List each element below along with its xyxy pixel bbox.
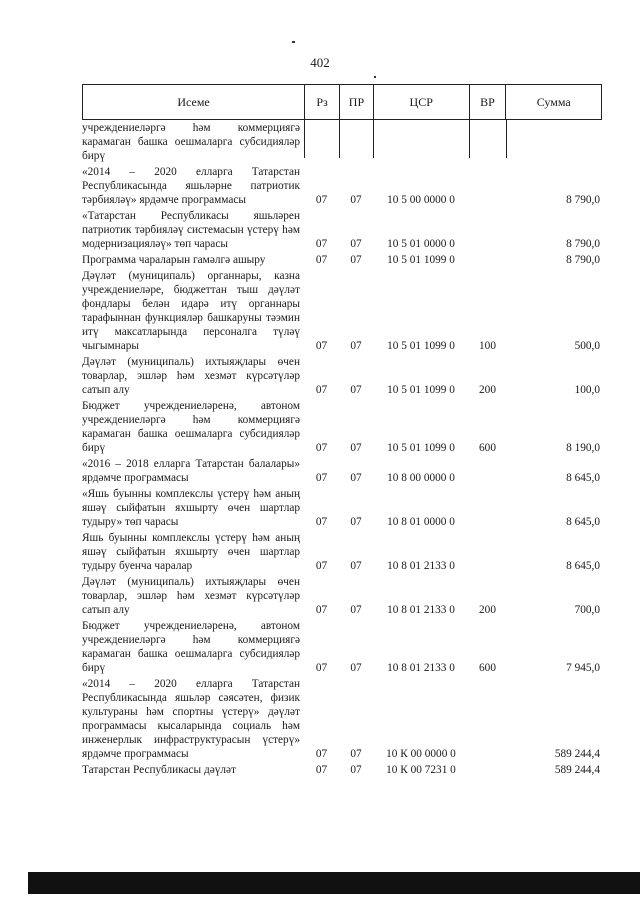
table-row [82, 253, 602, 267]
cell-rz: 07 [315, 764, 328, 776]
budget-table [82, 84, 602, 777]
table-row [82, 487, 602, 529]
table-row [82, 677, 602, 761]
cell-pr: 07 [350, 472, 362, 484]
cell-csr: 10 5 01 1099 0 [387, 442, 455, 454]
page-number: 402 [310, 55, 330, 70]
scan-speck [374, 76, 376, 78]
table-row [82, 355, 602, 397]
cell-sum: 8 790,0 [566, 238, 600, 250]
cell-csr: 10 К 00 0000 0 [386, 748, 456, 760]
table-row [82, 120, 602, 163]
cell-rz: 07 [315, 604, 328, 616]
column-divider [339, 120, 340, 158]
cell-name: «Татарстан Республикасы яшьләрен патриотик тәрбияләү системасын үстерү һәм модернизацияләү» төп чарасы [82, 210, 300, 250]
cell-sum: 500,0 [574, 340, 600, 352]
table-row [82, 399, 602, 455]
cell-rz: 07 [315, 472, 328, 484]
cell-rz: 07 [315, 384, 328, 396]
header-rz: Рз [304, 85, 339, 119]
cell-rz: 07 [315, 662, 328, 674]
table-header [82, 84, 602, 120]
cell-pr: 07 [350, 442, 362, 454]
column-divider [469, 120, 470, 158]
cell-pr: 07 [350, 254, 362, 266]
cell-csr: 10 5 01 1099 0 [387, 340, 455, 352]
cell-name: Дәүләт (муниципаль) ихтыяҗлары өчен товарлар, эшләр һәм хезмәт күрсәтүләр сатып алу [82, 576, 300, 616]
cell-name: Дәүләт (муниципаль) органнары, казна учреждениеләре, бюджеттан тыш дәүләт фондлары белән идарә итү органнары тарафыннан функцияләр башкаруны тәэмин итү максатларында персоналга түләү чыгымнары [82, 270, 300, 352]
header-pr: ПР [339, 85, 373, 119]
cell-name: Бюджет учреждениеләренә, автоном учреждениеләргә һәм коммерциягә карамаган башка оешмаларга субсидияләр бирү [82, 400, 300, 454]
header-name: Исеме [177, 95, 210, 109]
cell-rz: 07 [315, 516, 328, 528]
cell-csr: 10 5 01 0000 0 [387, 238, 455, 250]
table-row [82, 575, 602, 617]
cell-pr: 07 [350, 764, 362, 776]
header-csr: ЦСР [373, 85, 469, 119]
cell-rz: 07 [315, 194, 328, 206]
cell-csr: 10 5 00 0000 0 [387, 194, 455, 206]
cell-pr: 07 [350, 384, 362, 396]
cell-sum: 700,0 [574, 604, 600, 616]
cell-name: Дәүләт (муниципаль) ихтыяҗлары өчен товарлар, эшләр һәм хезмәт күрсәтүләр сатып алу [82, 356, 300, 396]
cell-sum: 100,0 [574, 384, 600, 396]
table-row [82, 531, 602, 573]
cell-pr: 07 [350, 194, 362, 206]
cell-sum: 589 244,4 [554, 764, 600, 776]
cell-name: учреждениеләргә һәм коммерциягә карамаган башка оешмаларга субсидияләр бирү [82, 122, 300, 162]
cell-vr: 600 [479, 442, 496, 454]
cell-pr: 07 [350, 516, 362, 528]
cell-rz: 07 [315, 254, 328, 266]
cell-vr: 100 [479, 340, 496, 352]
cell-sum: 8 190,0 [566, 442, 600, 454]
cell-rz: 07 [315, 238, 328, 250]
cell-vr: 200 [479, 384, 496, 396]
cell-name: «2014 – 2020 елларга Татарстан Республикасында яшьләр сәясәтен, физик культураны һәм спортны үстерү» дәүләт программасы кысаларында социаль һәм инженерлык инфраструктурасын үстерү» ярдәмче программасы [82, 678, 300, 760]
header-sum: Сумма [505, 85, 601, 119]
cell-csr: 10 8 01 2133 0 [387, 662, 455, 674]
cell-name: «2016 – 2018 елларга Татарстан балалары» ярдәмче программасы [82, 458, 300, 484]
header-vr: ВР [469, 85, 506, 119]
cell-csr: 10 8 01 0000 0 [387, 516, 455, 528]
column-divider [506, 120, 507, 158]
cell-sum: 8 645,0 [566, 516, 600, 528]
cell-rz: 07 [315, 340, 328, 352]
cell-sum: 589 244,4 [554, 748, 600, 760]
cell-sum: 8 790,0 [566, 194, 600, 206]
cell-csr: 10 8 01 2133 0 [387, 604, 455, 616]
cell-sum: 8 790,0 [566, 254, 600, 266]
cell-csr: 10 8 00 0000 0 [387, 472, 455, 484]
cell-csr: 10 5 01 1099 0 [387, 254, 455, 266]
cell-name: Бюджет учреждениеләренә, автоном учреждениеләргә һәм коммерциягә карамаган башка оешмаларга субсидияләр бирү [82, 620, 300, 674]
column-divider [304, 120, 305, 158]
column-divider [373, 120, 374, 158]
cell-sum: 8 645,0 [566, 472, 600, 484]
cell-name: Яшь буынны комплекслы үстерү һәм аның яшәү сыйфатын яхшырту өчен шартлар тудыру буенча чаралар [82, 532, 300, 572]
cell-csr: 10 К 00 7231 0 [386, 764, 456, 776]
table-row [82, 457, 602, 485]
cell-name: Программа чараларын гамәлгә ашыру [82, 254, 266, 266]
cell-pr: 07 [350, 662, 362, 674]
cell-rz: 07 [315, 442, 328, 454]
cell-rz: 07 [315, 748, 328, 760]
cell-name: Татарстан Республикасы дәүләт [82, 764, 236, 776]
cell-name: «Яшь буынны комплекслы үстерү һәм аның яшәү сыйфатын яхшырту өчен шартлар тудыру» төп чарасы [82, 488, 300, 528]
table-row [82, 209, 602, 251]
cell-vr: 200 [479, 604, 496, 616]
cell-pr: 07 [350, 238, 362, 250]
cell-pr: 07 [350, 340, 362, 352]
cell-pr: 07 [350, 560, 362, 572]
scan-edge-bar [28, 872, 640, 894]
cell-sum: 7 945,0 [566, 662, 600, 674]
cell-csr: 10 5 01 1099 0 [387, 384, 455, 396]
cell-pr: 07 [350, 604, 362, 616]
cell-sum: 8 645,0 [566, 560, 600, 572]
cell-name: «2014 – 2020 елларга Татарстан Республикасында яшьләрне патриотик тәрбияләү» ярдәмче программасы [82, 166, 300, 206]
cell-vr: 600 [479, 662, 496, 674]
cell-pr: 07 [350, 748, 362, 760]
table-row [82, 269, 602, 353]
scan-speck [292, 41, 295, 43]
table-row [82, 763, 602, 777]
table-body [82, 120, 602, 777]
cell-rz: 07 [315, 560, 328, 572]
cell-csr: 10 8 01 2133 0 [387, 560, 455, 572]
table-row [82, 165, 602, 207]
table-row [82, 619, 602, 675]
